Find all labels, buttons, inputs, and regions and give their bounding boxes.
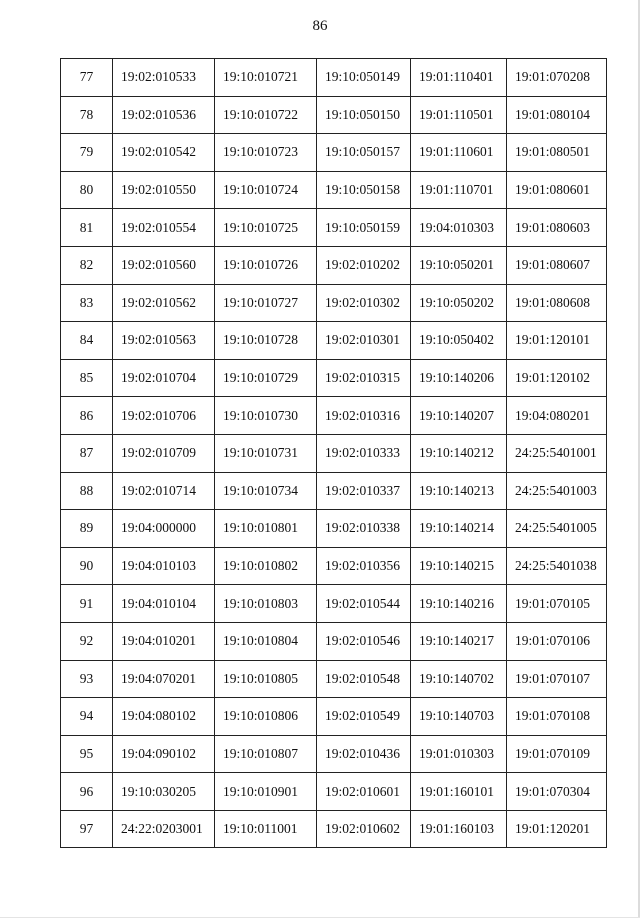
row-number: 80 <box>61 171 113 209</box>
cadastral-number-cell: 19:02:010544 <box>317 585 411 623</box>
cadastral-number-cell: 19:01:120201 <box>507 810 607 848</box>
cadastral-number-cell: 19:02:010550 <box>113 171 215 209</box>
cadastral-number-cell: 19:02:010301 <box>317 322 411 360</box>
table-row <box>61 698 607 736</box>
row-number: 93 <box>61 660 113 698</box>
cadastral-number-cell: 19:02:010601 <box>317 773 411 811</box>
cadastral-number-cell: 19:02:010202 <box>317 246 411 284</box>
cadastral-number-cell: 19:10:030205 <box>113 773 215 811</box>
cadastral-number-cell: 19:10:140213 <box>411 472 507 510</box>
table-row <box>61 810 607 848</box>
cadastral-number-cell: 19:01:070304 <box>507 773 607 811</box>
cadastral-number-cell: 19:01:110701 <box>411 171 507 209</box>
cadastral-number-cell: 19:10:010804 <box>215 622 317 660</box>
cadastral-number-cell: 24:25:5401038 <box>507 547 607 585</box>
cadastral-table <box>60 58 607 848</box>
cadastral-number-cell: 19:10:050202 <box>411 284 507 322</box>
cadastral-number-cell: 19:01:070106 <box>507 622 607 660</box>
cadastral-number-cell: 19:02:010546 <box>317 622 411 660</box>
cadastral-number-cell: 19:01:070107 <box>507 660 607 698</box>
cadastral-number-cell: 19:01:070105 <box>507 585 607 623</box>
cadastral-number-cell: 19:02:010548 <box>317 660 411 698</box>
table-row <box>61 59 607 97</box>
table-row <box>61 322 607 360</box>
cadastral-number-cell: 19:02:010333 <box>317 434 411 472</box>
row-number: 83 <box>61 284 113 322</box>
cadastral-number-cell: 19:10:010724 <box>215 171 317 209</box>
cadastral-number-cell: 19:10:140216 <box>411 585 507 623</box>
cadastral-number-cell: 19:10:050157 <box>317 134 411 172</box>
cadastral-number-cell: 19:02:010542 <box>113 134 215 172</box>
cadastral-number-cell: 19:10:140703 <box>411 698 507 736</box>
cadastral-number-cell: 19:02:010337 <box>317 472 411 510</box>
cadastral-number-cell: 19:10:050149 <box>317 59 411 97</box>
row-number: 87 <box>61 434 113 472</box>
cadastral-number-cell: 19:10:010729 <box>215 359 317 397</box>
table-row <box>61 510 607 548</box>
cadastral-number-cell: 19:01:080608 <box>507 284 607 322</box>
table-row <box>61 134 607 172</box>
cadastral-number-cell: 19:10:010728 <box>215 322 317 360</box>
table-row <box>61 171 607 209</box>
cadastral-number-cell: 19:01:080603 <box>507 209 607 247</box>
cadastral-number-cell: 19:02:010563 <box>113 322 215 360</box>
table-row <box>61 472 607 510</box>
cadastral-number-cell: 19:10:140207 <box>411 397 507 435</box>
cadastral-number-cell: 19:10:010802 <box>215 547 317 585</box>
cadastral-number-cell: 19:01:120102 <box>507 359 607 397</box>
cadastral-number-cell: 19:10:140214 <box>411 510 507 548</box>
row-number: 92 <box>61 622 113 660</box>
cadastral-number-cell: 19:10:010723 <box>215 134 317 172</box>
row-number: 90 <box>61 547 113 585</box>
row-number: 89 <box>61 510 113 548</box>
cadastral-number-cell: 19:01:160103 <box>411 810 507 848</box>
row-number: 79 <box>61 134 113 172</box>
row-number: 77 <box>61 59 113 97</box>
cadastral-number-cell: 19:04:070201 <box>113 660 215 698</box>
cadastral-number-cell: 19:10:140206 <box>411 359 507 397</box>
cadastral-number-cell: 19:10:050159 <box>317 209 411 247</box>
cadastral-number-cell: 19:02:010714 <box>113 472 215 510</box>
cadastral-number-cell: 19:10:010731 <box>215 434 317 472</box>
cadastral-number-cell: 19:02:010356 <box>317 547 411 585</box>
cadastral-number-cell: 19:01:070108 <box>507 698 607 736</box>
cadastral-number-cell: 19:10:140215 <box>411 547 507 585</box>
row-number: 96 <box>61 773 113 811</box>
cadastral-number-cell: 19:04:010104 <box>113 585 215 623</box>
table-row <box>61 660 607 698</box>
cadastral-number-cell: 24:25:5401005 <box>507 510 607 548</box>
cadastral-number-cell: 19:02:010316 <box>317 397 411 435</box>
cadastral-number-cell: 19:02:010562 <box>113 284 215 322</box>
cadastral-number-cell: 19:02:010549 <box>317 698 411 736</box>
cadastral-number-cell: 24:25:5401003 <box>507 472 607 510</box>
table-body <box>61 59 607 848</box>
cadastral-number-cell: 24:22:0203001 <box>113 810 215 848</box>
cadastral-number-cell: 19:10:010730 <box>215 397 317 435</box>
cadastral-number-cell: 19:04:000000 <box>113 510 215 548</box>
table-row <box>61 585 607 623</box>
row-number: 86 <box>61 397 113 435</box>
cadastral-number-cell: 19:02:010706 <box>113 397 215 435</box>
cadastral-number-cell: 19:10:050150 <box>317 96 411 134</box>
cadastral-number-cell: 19:10:011001 <box>215 810 317 848</box>
cadastral-number-cell: 19:02:010315 <box>317 359 411 397</box>
cadastral-number-cell: 19:01:010303 <box>411 735 507 773</box>
row-number: 84 <box>61 322 113 360</box>
row-number: 88 <box>61 472 113 510</box>
row-number: 95 <box>61 735 113 773</box>
cadastral-number-cell: 19:10:010801 <box>215 510 317 548</box>
table-row <box>61 773 607 811</box>
cadastral-number-cell: 19:04:080102 <box>113 698 215 736</box>
cadastral-number-cell: 24:25:5401001 <box>507 434 607 472</box>
cadastral-number-cell: 19:02:010554 <box>113 209 215 247</box>
table-row <box>61 209 607 247</box>
cadastral-number-cell: 19:10:010734 <box>215 472 317 510</box>
table-row <box>61 397 607 435</box>
table-row <box>61 735 607 773</box>
cadastral-number-cell: 19:10:010725 <box>215 209 317 247</box>
page-number: 86 <box>312 18 328 34</box>
cadastral-number-cell: 19:02:010536 <box>113 96 215 134</box>
table-row <box>61 434 607 472</box>
cadastral-number-cell: 19:01:080601 <box>507 171 607 209</box>
cadastral-number-cell: 19:04:080201 <box>507 397 607 435</box>
cadastral-number-cell: 19:01:110501 <box>411 96 507 134</box>
row-number: 91 <box>61 585 113 623</box>
cadastral-number-cell: 19:02:010560 <box>113 246 215 284</box>
cadastral-number-cell: 19:01:080607 <box>507 246 607 284</box>
cadastral-number-cell: 19:10:010805 <box>215 660 317 698</box>
cadastral-number-cell: 19:02:010709 <box>113 434 215 472</box>
row-number: 94 <box>61 698 113 736</box>
row-number: 85 <box>61 359 113 397</box>
cadastral-number-cell: 19:01:120101 <box>507 322 607 360</box>
row-number: 81 <box>61 209 113 247</box>
cadastral-number-cell: 19:10:010722 <box>215 96 317 134</box>
table-row <box>61 96 607 134</box>
cadastral-number-cell: 19:10:010726 <box>215 246 317 284</box>
cadastral-number-cell: 19:02:010338 <box>317 510 411 548</box>
cadastral-number-cell: 19:10:050201 <box>411 246 507 284</box>
cadastral-number-cell: 19:10:050158 <box>317 171 411 209</box>
cadastral-number-cell: 19:10:140217 <box>411 622 507 660</box>
cadastral-number-cell: 19:02:010302 <box>317 284 411 322</box>
table-row <box>61 246 607 284</box>
cadastral-number-cell: 19:01:160101 <box>411 773 507 811</box>
cadastral-number-cell: 19:01:080104 <box>507 96 607 134</box>
row-number: 78 <box>61 96 113 134</box>
cadastral-number-cell: 19:10:010721 <box>215 59 317 97</box>
row-number: 82 <box>61 246 113 284</box>
cadastral-number-cell: 19:10:010803 <box>215 585 317 623</box>
cadastral-number-cell: 19:10:010807 <box>215 735 317 773</box>
table-row <box>61 284 607 322</box>
cadastral-number-cell: 19:10:140212 <box>411 434 507 472</box>
cadastral-number-cell: 19:10:010901 <box>215 773 317 811</box>
cadastral-number-cell: 19:01:070208 <box>507 59 607 97</box>
cadastral-number-cell: 19:02:010533 <box>113 59 215 97</box>
cadastral-number-cell: 19:02:010704 <box>113 359 215 397</box>
table-row <box>61 547 607 585</box>
cadastral-number-cell: 19:01:080501 <box>507 134 607 172</box>
cadastral-number-cell: 19:10:140702 <box>411 660 507 698</box>
table-row <box>61 622 607 660</box>
cadastral-number-cell: 19:10:010727 <box>215 284 317 322</box>
cadastral-number-cell: 19:02:010436 <box>317 735 411 773</box>
cadastral-number-cell: 19:01:070109 <box>507 735 607 773</box>
row-number: 97 <box>61 810 113 848</box>
cadastral-number-cell: 19:04:010303 <box>411 209 507 247</box>
cadastral-number-cell: 19:01:110601 <box>411 134 507 172</box>
cadastral-number-cell: 19:10:010806 <box>215 698 317 736</box>
cadastral-number-cell: 19:02:010602 <box>317 810 411 848</box>
cadastral-number-cell: 19:10:050402 <box>411 322 507 360</box>
cadastral-number-cell: 19:01:110401 <box>411 59 507 97</box>
cadastral-number-cell: 19:04:010201 <box>113 622 215 660</box>
cadastral-number-cell: 19:04:090102 <box>113 735 215 773</box>
cadastral-number-cell: 19:04:010103 <box>113 547 215 585</box>
table-row <box>61 359 607 397</box>
